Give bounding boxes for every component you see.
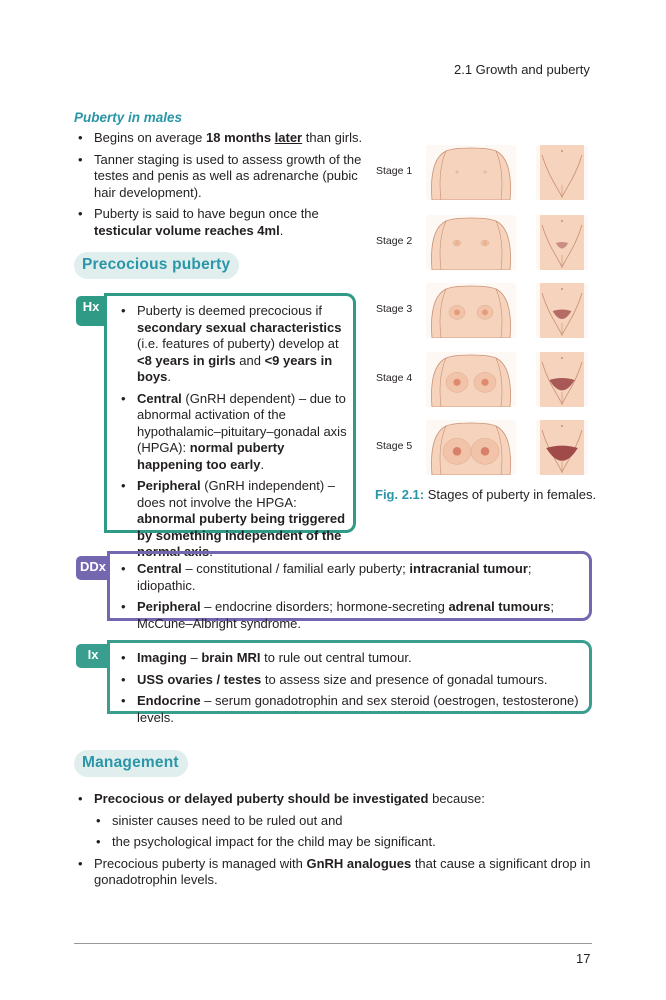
list-item: • Central (GnRH dependent) – due to abnormal activation of the hypothalamic–pituitary–gonadal axis (HPGA): normal puberty happening too early. [119,391,347,474]
puberty-stages-figure [372,145,594,475]
hx-tag: Hx [76,296,106,326]
list-item: • sinister causes need to be ruled out and [94,813,592,830]
list-item: • Endocrine – serum gonadotrophin and sex steroid (oestrogen, testosterone) levels. [119,693,584,726]
breast-stage-image [426,420,516,475]
list-item: • USS ovaries / testes to assess size and presence of gonadal tumours. [119,672,584,689]
list-item: • Begins on average 18 months later than girls. [76,130,366,147]
figure-caption: Fig. 2.1: Stages of puberty in females. [375,487,597,502]
pubic-hair-stage-image [536,145,588,200]
pubic-hair-stage-image [536,215,588,270]
list-item: • Central – constitutional / familial early puberty; intracranial tumour; idiopathic. [119,561,584,594]
section-heading-males: Puberty in males [74,110,183,125]
pubic-hair-stage-image [536,420,588,475]
ddx-tag: DDx [76,556,110,580]
page-number: 17 [576,951,591,966]
ix-list [119,650,584,726]
list-item: • Imaging – brain MRI to rule out central tumour. [119,650,584,667]
section-heading-precocious: Precocious puberty [74,252,239,279]
list-item: • Peripheral – endocrine disorders; hormone-secreting adrenal tumours; McCune–Albright syndrome. [119,599,584,632]
breast-stage-image [426,145,516,200]
list-item: • Puberty is deemed precocious if secondary sexual characteristics (i.e. features of puberty) develop at <8 years in girls and <9 years in boys. [119,303,347,386]
ddx-list [119,561,584,632]
pubic-hair-stage-image [536,352,588,407]
footer-rule [74,943,592,944]
breast-stage-image [426,215,516,270]
list-item: • Tanner staging is used to assess growth of the testes and penis as well as adrenarche (pubic hair development). [76,152,366,202]
stage-label: Stage 5 [376,440,413,452]
breast-stage-image [426,352,516,407]
stage-label: Stage 3 [376,303,413,315]
list-item: • Peripheral (GnRH independent) – does not involve the HPGA: abnormal puberty being triggered by something independent of the normal axis. [119,478,347,561]
stage-label: Stage 2 [376,235,413,247]
pubic-hair-stage-image [536,283,588,338]
breast-stage-image [426,283,516,338]
list-item: • Puberty is said to have begun once the testicular volume reaches 4ml. [76,206,366,239]
management-list [76,791,592,889]
ix-tag: Ix [76,644,110,668]
section-heading-management: Management [74,750,188,777]
hx-list [119,303,347,561]
stage-label: Stage 1 [376,165,413,177]
list-item: • Precocious puberty is managed with GnRH analogues that cause a significant drop in gonadotrophin levels. [76,856,592,889]
stage-label: Stage 4 [376,372,413,384]
males-list [76,130,366,239]
list-item: • the psychological impact for the child may be significant. [94,834,592,851]
running-header: 2.1 Growth and puberty [454,62,590,77]
list-item: • Precocious or delayed puberty should be investigated because: [76,791,592,808]
